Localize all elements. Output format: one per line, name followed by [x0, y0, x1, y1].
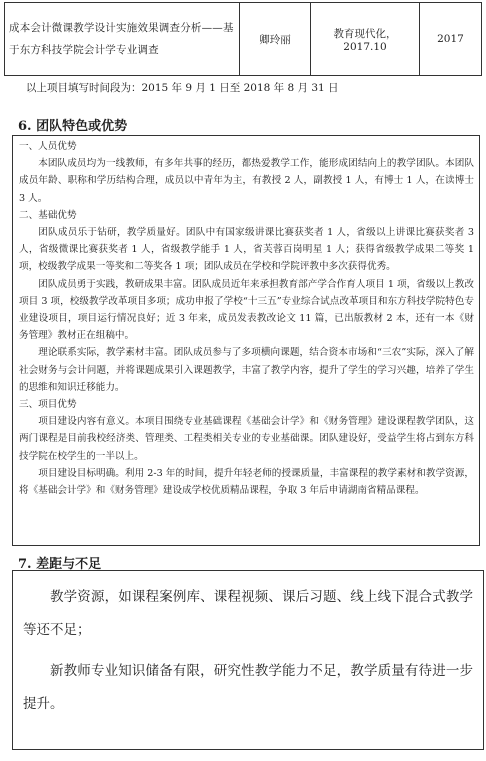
section-6-title: 6. 团队特色或优势 — [18, 119, 128, 134]
time-range-note: 以上项目填写时间段为：2015 年 9 月 1 日至 2018 年 8 月 31 日 — [26, 82, 339, 94]
section-7-title: 7. 差距与不足 — [18, 557, 102, 572]
paragraph: 教学资源，如课程案例库、课程视频、课后习题、线上线下混合式教学等还不足； — [23, 589, 473, 638]
project-table — [4, 2, 482, 76]
paragraph: 团队成员乐于钻研，教学质量好。团队中有国家级讲课比赛获奖者 1 人，省级以上讲课比赛获奖者 3 人，省级微课比赛获奖者 1 人，省级教学能手 1 人，省芙蓉百岗明星 1 人；获得省级教学成果二等奖 1 项，校级教学成果一等奖和二等奖各 1 项；团队成员在学校和学院评教中多次获得优秀。 — [19, 227, 474, 273]
paragraph: 项目建设内容有意义。本项目围绕专业基础课程《基础会计学》和《财务管理》建设课程教学团队，这两门课程是目前我校经济类、管理类、工程类相关专业的专业基础课。团队建设好，受益学生将占到东方科技学院在校学生的一半以上。 — [19, 416, 474, 462]
paragraph: 理论联系实际，教学素材丰富。团队成员参与了多项横向课题，结合资本市场和“三农”实际，深入了解社会财务与会计问题，并将课题成果引入课题教学，丰富了教学内容，提升了学生的学习兴趣，培养了学生的思维和知识迁移能力。 — [19, 347, 474, 393]
project-journal-cell: 教育现代化，2017.10 — [311, 3, 420, 76]
project-author-cell: 卿玲丽 — [240, 3, 311, 76]
subheading-foundation: 二、基础优势 — [19, 209, 77, 221]
section-7-box — [12, 570, 484, 750]
paragraph: 本团队成员均为一线教师，有多年共事的经历，都热爱教学工作，能形成团结向上的教学团队。本团队成员年龄、职称和学历结构合理，成员以中青年为主，有教授 2 人，副教授 1 人，有博士 1 人，在读博士 3 人。 — [19, 158, 474, 204]
paragraph: 项目建设目标明确。利用 2-3 年的时间，提升年轻老师的授课质量，丰富课程的教学素材和教学资源，将《基础会计学》和《财务管理》建设成学校优质精品课程，争取 3 年后申请湖南省精品课程。 — [19, 467, 474, 497]
subheading-project: 三、项目优势 — [19, 399, 77, 411]
section-6-box — [12, 135, 480, 546]
project-title-cell: 成本会计微课教学设计实施效果调查分析——基于东方科技学院会计学专业调查 — [5, 3, 240, 76]
subheading-personnel: 一、人员优势 — [19, 141, 77, 152]
table-row — [5, 3, 482, 76]
paragraph: 新教师专业知识储备有限，研究性教学能力不足，教学质量有待进一步提升。 — [23, 663, 473, 712]
project-year-cell: 2017 — [420, 3, 482, 76]
paragraph: 团队成员勇于实践，教研成果丰富。团队成员近年来承担教育部产学合作育人项目 1 项，省级以上教改项目 3 项，校级教学改革项目多项；成功申报了学校“十三五”专业综合试点改革项目和东方科技学院特色专业建设项目，项目运行情况良好；近 3 年来，成员发表教改论文 11 篇，已出版教材 2 本，还有一本《财务管理》教材正在组稿中。 — [19, 278, 474, 342]
